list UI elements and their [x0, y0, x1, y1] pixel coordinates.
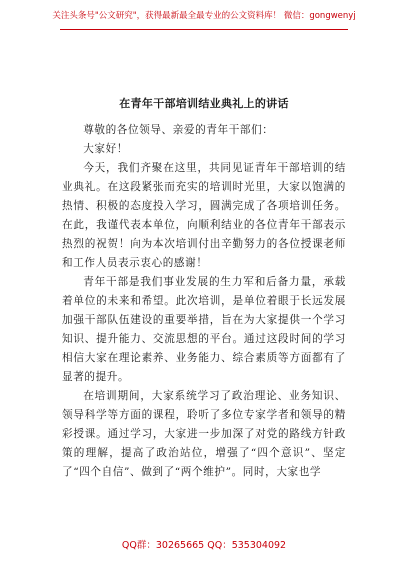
greeting-paragraph: 大家好！ — [83, 143, 128, 155]
footer-contact: QQ群：30265665 QQ：535304092 — [121, 540, 287, 551]
document-title: 在青年干部培训结业典礼上的讲话 — [119, 97, 289, 110]
body-paragraph: 青年干部是我们事业发展的生力军和后备力量，承载着单位的未来和希望。此次培训，是单位着眼于长远发展加强干部队伍建设的重要举措，旨在为大家提供一个学习知识、提升能力、交流思想的平台。通过这段时间的学习相信大家在理论素养、业务能力、综合素质等方面都有了显著的提升。 — [62, 276, 346, 383]
header-banner: 关注头条号"公文研究"，获得最新最全最专业的公文资料库！ 微信：gongwenyj — [52, 11, 356, 21]
header-divider — [60, 29, 348, 30]
body-paragraph: 今天，我们齐聚在这里，共同见证青年干部培训的结业典礼。在这段紧张而充实的培训时光里，大家以饱满的热情、积极的态度投入学习，圆满完成了各项培训任务。在此，我谨代表本单位，向顺利结业的各位青年干部表示热烈的祝贺！向为本次培训付出辛勤努力的各位授课老师和工作人员表示衷心的感谢！ — [62, 162, 346, 269]
body-paragraph: 在培训期间，大家系统学习了政治理论、业务知识、领导科学等方面的课程，聆听了多位专家学者和领导的精彩授课。通过学习，大家进一步加深了对党的路线方针政策的理解，提高了政治站位，增强了“四个意识”、坚定了“四个自信”、做到了“两个维护”。同时，大家也学 — [62, 390, 346, 478]
salutation-paragraph: 尊敬的各位领导、亲爱的青年干部们： — [83, 124, 274, 136]
document-body — [62, 121, 346, 482]
